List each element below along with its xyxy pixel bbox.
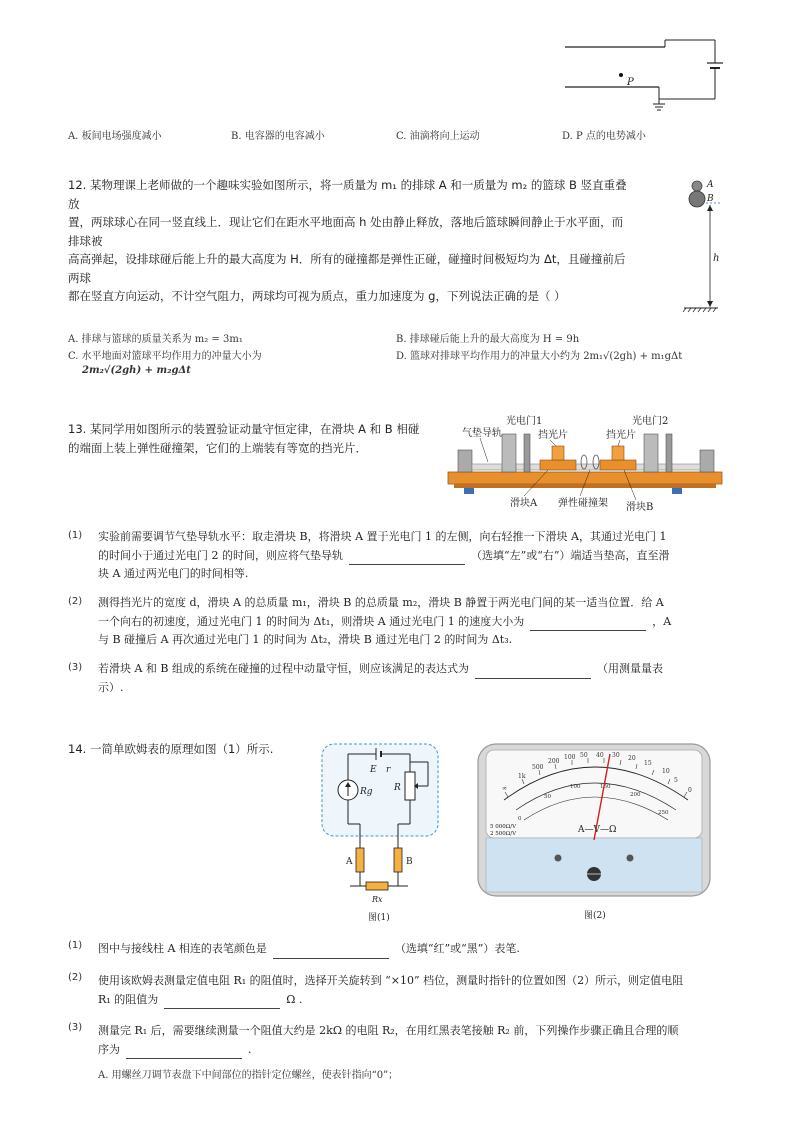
dc-tick-label: 250: [658, 810, 669, 816]
q13-sub1-line: （选填“左”或“右”）端适当垫高，直至滑: [471, 548, 670, 562]
q14-sub2: [98, 972, 718, 1009]
terminal-b-label: B: [406, 857, 413, 867]
q14-title: 14. 一简单欧姆表的原理如图（1）所示.: [68, 742, 274, 756]
q13-answer-blank-1[interactable]: [349, 552, 465, 565]
shade2-label: 挡光片: [606, 430, 636, 441]
q11-option-b[interactable]: B. 电容器的电容减小: [231, 131, 325, 142]
q12-line: 都在竖直方向运动，不计空气阻力，两球均可视为质点，重力加速度为 g，下列说法正确的是（ ）: [68, 289, 566, 303]
q13-sub1-line: 块 A 通过两光电门的时间相等.: [98, 567, 249, 580]
q13-sub3-line: （用测量量表: [597, 662, 664, 675]
q13-sub2-line: 与 B 碰撞后 A 再次通过光电门 1 的时间为 Δt₂，滑块 B 通过光电门 2 的时间为 Δt₃.: [98, 633, 513, 646]
q14-sub2-line: R₁ 的阻值为: [98, 992, 159, 1006]
height-h-label: h: [713, 253, 720, 264]
dc-tick-label: 100: [570, 784, 581, 790]
gate1-label: 光电门1: [506, 416, 543, 427]
q14-sub2-line: 使用该欧姆表测量定值电阻 R₁ 的阻值时，选择开关旋转到 “×10” 档位，测量时指针的位置如图（2）所示，则定值电阻: [98, 974, 684, 987]
ohm-tick-label: 100: [564, 754, 576, 761]
q12-option-c[interactable]: C. 水平地面对篮球平均作用力的冲量大小为: [68, 351, 262, 362]
gate2-label: 光电门2: [632, 416, 669, 427]
ohm-tick-label: 5: [674, 777, 678, 784]
q12-line: 12. 某物理课上老师做的一个趣味实验如图所示，将一质量为 m₁ 的排球 A 和一质量为 m₂ 的篮球 B 竖直重叠放: [68, 178, 627, 211]
ball-a-label: A: [707, 180, 714, 190]
figure2-caption: 图(2): [584, 911, 606, 921]
q13-answer-blank-3[interactable]: [475, 666, 591, 679]
q13-sub1-line: 实验前需要调节气垫导轨水平：取走滑块 B，将滑块 A 置于光电门 1 的左侧，向右轻推一下滑块 A，其通过光电门 1: [98, 530, 667, 543]
meter-spec-2: 2 500Ω/V: [490, 831, 517, 837]
q12-line: 高高弹起，设排球碰后能上升的最大高度为 H．所有的碰撞都是弹性正碰，碰撞时间极短均为 Δt，且碰撞前后两球: [68, 252, 626, 285]
q13-sub1-line: 的时间小于通过光电门 2 的时间，则应将气垫导轨: [98, 548, 343, 562]
q14-sub2-line: Ω .: [286, 992, 303, 1006]
meter-center-label: A—V—Ω: [578, 825, 617, 835]
q14-answer-blank-2[interactable]: [164, 996, 280, 1009]
q13-sub1-number: (1): [68, 530, 83, 541]
q14-sub1-line: （选填“红”或“黑”）表笔.: [394, 942, 520, 955]
q12-option-b[interactable]: B. 排球碰后能上升的最大高度为 H = 9h: [396, 334, 580, 345]
q11-option-a[interactable]: A. 板间电场强度减小: [68, 131, 162, 142]
q14-sub2-number: (2): [68, 972, 83, 983]
q13-sub3-number: (3): [68, 662, 83, 673]
dc-tick-label: 200: [630, 792, 641, 798]
q13-line: 的端面上装上弹性碰撞架，它们的上端装有等宽的挡光片．: [68, 440, 367, 455]
q14-sub3-line: 测量完 R₁ 后，需要继续测量一个阻值大约是 2kΩ 的电阻 R₂，在用红黑表笔接触 R₂ 前，下列操作步骤正确且合理的顺: [98, 1024, 679, 1037]
dc-tick-label: 0: [518, 816, 522, 822]
q12-stem: [68, 176, 628, 306]
shade1-label: 挡光片: [538, 430, 568, 441]
air-track-figure: [440, 410, 730, 514]
q11-option-d[interactable]: D. P 点的电势减小: [562, 131, 646, 142]
q13-line: 13. 某同学用如图所示的装置验证动量守恒定律，在滑块 A 和 B 相碰: [68, 422, 420, 436]
ohm-tick-label: 200: [548, 758, 560, 765]
slider-b-label: 滑块B: [626, 502, 654, 513]
q13-sub2-number: (2): [68, 596, 83, 607]
q14-answer-blank-1[interactable]: [273, 946, 389, 959]
ohm-tick-label: 1k: [518, 773, 526, 780]
q13-answer-blank-2[interactable]: [530, 618, 646, 631]
q14-answer-blank-3[interactable]: [126, 1046, 242, 1059]
ohmmeter-circuit-figure: [318, 740, 444, 924]
q14-sub3: [98, 1022, 718, 1059]
slider-a-label: 滑块A: [510, 498, 538, 509]
q14-sub3-number: (3): [68, 1022, 83, 1033]
bumper-label: 弹性碰撞架: [558, 498, 608, 509]
q13-sub3-line: 若滑块 A 和 B 组成的系统在碰撞的过程中动量守恒，则应该满足的表达式为: [98, 662, 470, 675]
ohm-tick-label: 20: [628, 755, 636, 762]
q12-option-a[interactable]: A. 排球与篮球的质量关系为 m₂ = 3m₁: [68, 334, 243, 345]
capacitor-figure: [555, 35, 735, 115]
q13-sub2: [98, 594, 718, 650]
ohm-tick-label: 500: [532, 764, 544, 771]
meter-spec-1: 5 000Ω/V: [490, 824, 517, 830]
balls-figure: [680, 175, 730, 315]
ohm-tick-label: ∞: [502, 785, 507, 792]
multimeter-figure: [474, 740, 714, 924]
ball-b-label: B: [707, 194, 714, 204]
q12-option-d[interactable]: D. 篮球对排球平均作用力的冲量大小约为 2m₁√(2gh) + m₁gΔt: [396, 351, 683, 362]
rv-label: R: [394, 783, 401, 793]
q14-sub1-number: (1): [68, 940, 83, 951]
internal-r-label: r: [386, 765, 391, 775]
ohm-tick-label: 15: [644, 760, 652, 767]
q13-sub3-line: 示）.: [98, 680, 124, 694]
emf-e-label: E: [370, 765, 377, 775]
q14-sub1-line: 图中与接线柱 A 相连的表笔颜色是: [98, 942, 267, 955]
terminal-a-label: A: [346, 857, 353, 867]
q12-line: 置，两球球心在同一竖直线上．现让它们在距水平地面高 h 处由静止释放，落地后篮球瞬间静止于水平面，而排球被: [68, 215, 624, 248]
ohm-tick-label: 30: [612, 752, 620, 759]
q12-option-c-formula: 2m₂√(2gh) + m₂gΔt: [82, 365, 191, 376]
q14-sub3-line: .: [248, 1042, 252, 1056]
q13-stem: [68, 420, 438, 457]
figure1-caption: 图(1): [368, 913, 390, 923]
rg-label: Rg: [360, 787, 373, 797]
q13-sub1: [98, 528, 718, 584]
dc-tick-label: 50: [544, 794, 551, 800]
q14-option-a[interactable]: A. 用螺丝刀调节表盘下中间部位的指针定位螺丝，使表针指向“0”；: [98, 1070, 399, 1081]
q13-sub2-line: 测得挡光片的宽度 d，滑块 A 的总质量 m₁，滑块 B 的总质量 m₂，滑块 B 静置于两光电门间的某一适当位置．给 A: [98, 596, 664, 609]
q13-sub3: [98, 660, 718, 697]
ohm-tick-label: 0: [688, 787, 692, 794]
q14-sub1: [98, 940, 718, 959]
ohm-tick-label: 40: [596, 752, 604, 759]
ohm-tick-label: 10: [662, 768, 670, 775]
q13-sub2-line: 一个向右的初速度，通过光电门 1 的时间为 Δt₁，则滑块 A 通过光电门 1 的速度大小为: [98, 614, 525, 628]
q14-sub3-line: 序为: [98, 1042, 120, 1056]
dc-tick-label: 150: [600, 784, 611, 790]
ohm-tick-label: 50: [580, 752, 588, 759]
rx-label: Rx: [372, 895, 383, 904]
point-p-label: P: [627, 77, 634, 88]
track-label: 气垫导轨: [462, 428, 502, 439]
q13-sub2-line: ，A: [652, 614, 672, 628]
q11-option-c[interactable]: C. 油滴将向上运动: [396, 131, 480, 142]
